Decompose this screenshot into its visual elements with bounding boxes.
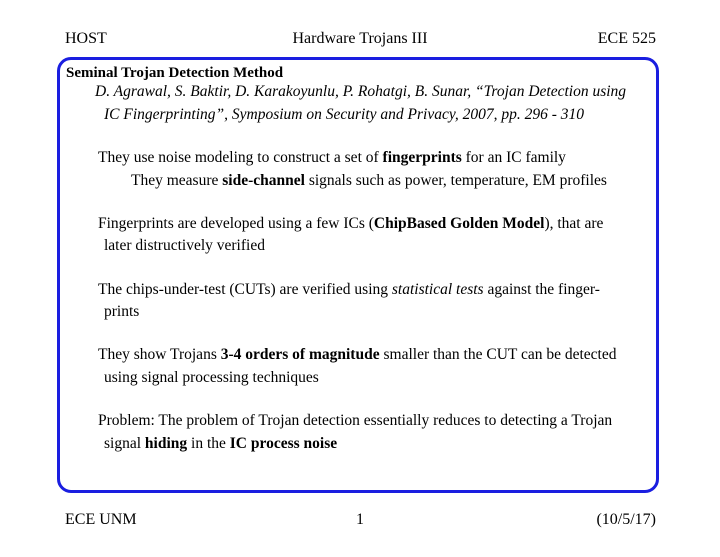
sub-bullet-side-channel: They measure side-channel signals such as power, temperature, EM profiles <box>131 172 607 189</box>
header-course-tag: HOST <box>65 30 107 47</box>
citation-line-1: D. Agrawal, S. Baktir, D. Karakoyunlu, P. Rohatgi, B. Sunar, “Trojan Detection using <box>95 83 627 100</box>
footer-page-number: 1 <box>356 511 364 528</box>
footer-date: (10/5/17) <box>596 511 656 528</box>
bullet-golden-model: Fingerprints are developed using a few ICs (ChipBased Golden Model), that are <box>98 215 604 232</box>
bullet-statistical-tests: The chips-under-test (CUTs) are verified using statistical tests against the finger- <box>98 281 600 298</box>
citation-line-2: IC Fingerprinting”, Symposium on Security and Privacy, 2007, pp. 296 - 310 <box>104 106 585 123</box>
slide-title: Seminal Trojan Detection Method <box>66 65 284 81</box>
bullet-orders-of-magnitude-cont: using signal processing techniques <box>104 369 319 386</box>
bullet-statistical-tests-cont: prints <box>104 303 140 320</box>
header-title: Hardware Trojans III <box>292 30 428 47</box>
header-course-number: ECE 525 <box>597 30 656 47</box>
bullet-problem: Problem: The problem of Trojan detection essentially reduces to detecting a Trojan <box>98 412 613 429</box>
bullet-problem-cont: signal hiding in the IC process noise <box>104 435 338 452</box>
bullet-golden-model-cont: later distructively verified <box>104 237 265 254</box>
bullet-orders-of-magnitude: They show Trojans 3-4 orders of magnitude smaller than the CUT can be detected <box>98 346 617 363</box>
footer-institution: ECE UNM <box>65 511 137 528</box>
bullet-fingerprints: They use noise modeling to construct a set of fingerprints for an IC family <box>98 149 566 166</box>
